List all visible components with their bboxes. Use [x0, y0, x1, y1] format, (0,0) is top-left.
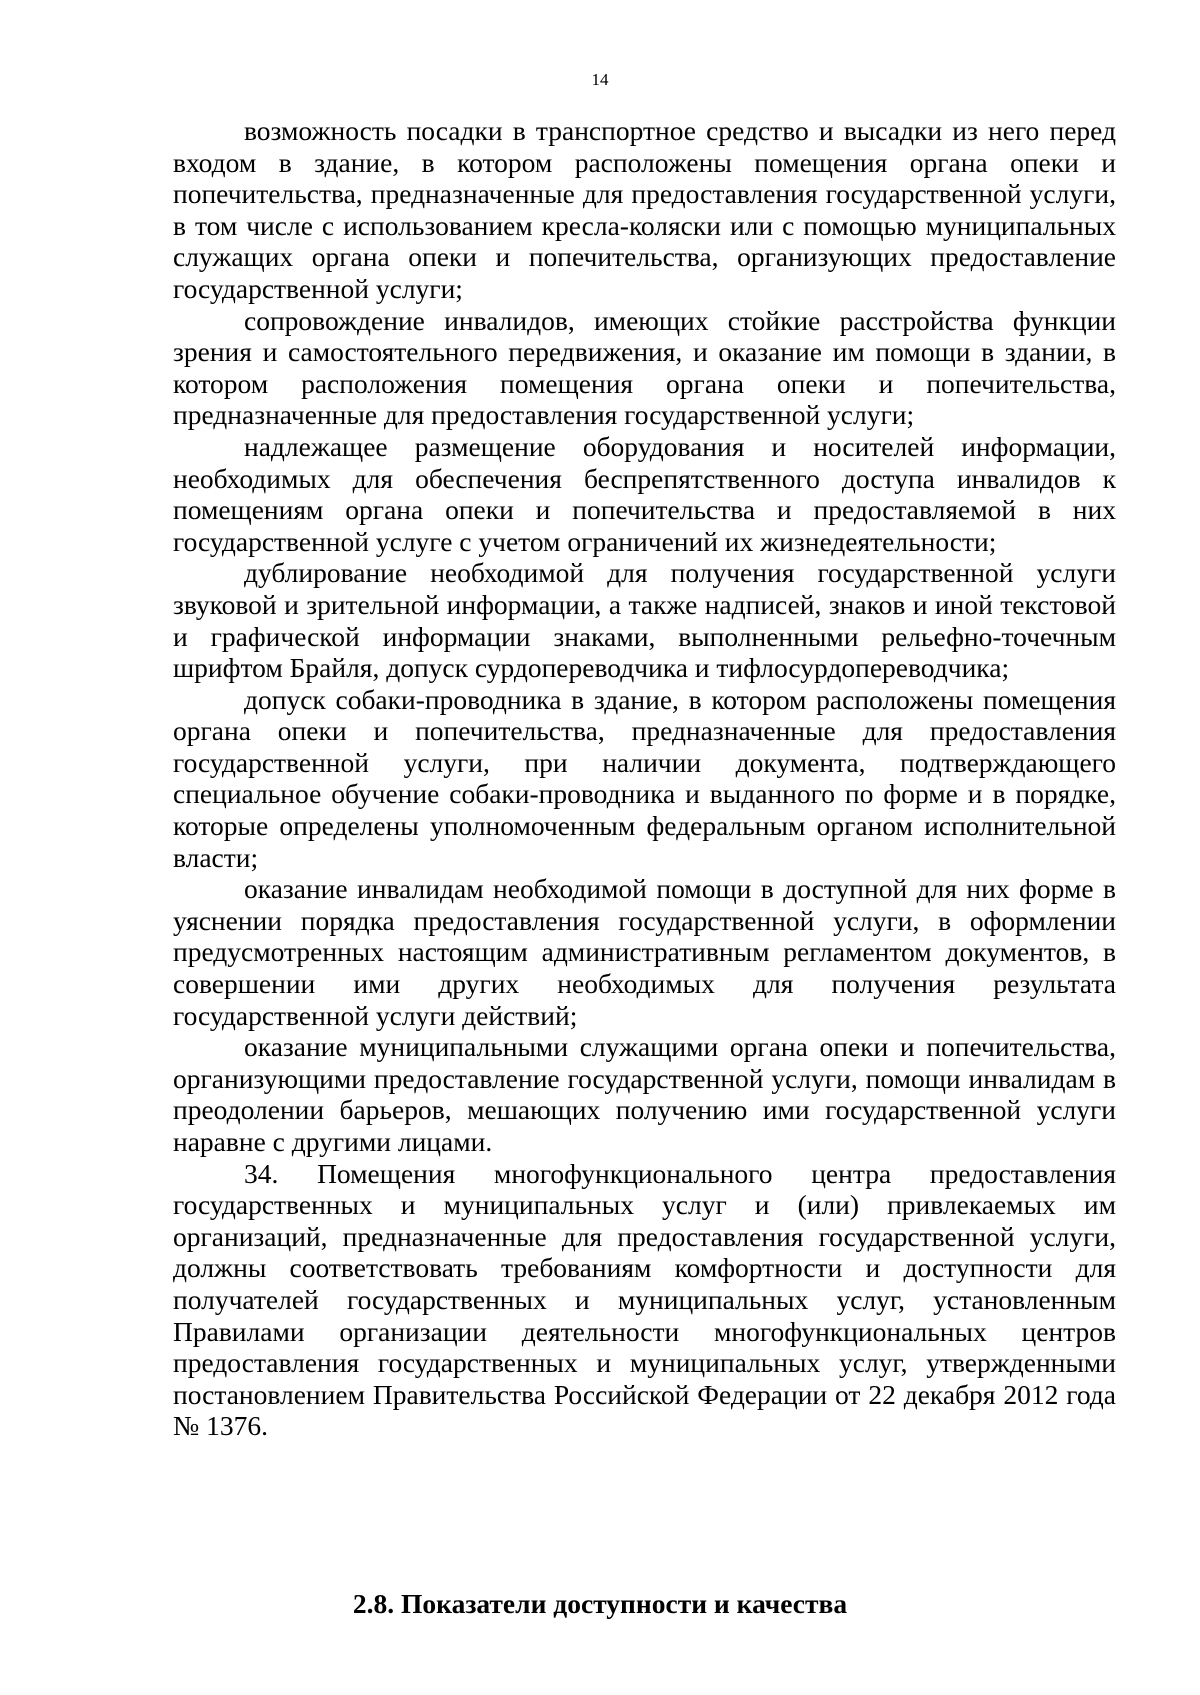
- paragraph-escort-disabled: сопровождение инвалидов, имеющих стойкие расстройства функции зрения и самостоятельного передвижения, и оказание им помощи в здании, в котором расположения помещения органа опеки и попечительства, предназначенные для предоставления государственной услуги;: [173, 304, 1116, 431]
- section-heading: 2.8. Показатели доступности и качества: [352, 1588, 848, 1619]
- page-number: 14: [591, 70, 609, 89]
- paragraph-information-duplication: дублирование необходимой для получения государственной услуги звуковой и зрительной информации, а также надписей, знаков и иной текстовой и графической информации знаками, выполненными рельефно-точечным шрифтом Брайля, допуск сурдопереводчика и тифлосурдопереводчика;: [173, 557, 1116, 684]
- paragraph-guide-dog-admission: допуск собаки-проводника в здание, в котором расположены помещения органа опеки и попечительства, предназначенные для предоставления государственной услуги, при наличии документа, подтверждающего специальное обучение собаки-проводника и выданного по форме и в порядке, которые определены уполномоченным федеральным органом исполнительной власти;: [173, 683, 1116, 873]
- paragraph-boarding-assistance: возможность посадки в транспортное средство и высадки из него перед входом в здание, в котором расположены помещения органа опеки и попечительства, предназначенные для предоставления государственной услуги, в том числе с использованием кресла-коляски или с помощью муниципальных служащих органа опеки и попечительства, организующих предоставление государственной услуги;: [173, 115, 1116, 304]
- paragraph-explanation-assistance: оказание инвалидам необходимой помощи в доступной для них форме в уяснении порядка предоставления государственной услуги, в оформлении предусмотренных настоящим административным регламентом документов, в совершении ими других необходимых для получения результата государственной услуги действий;: [173, 873, 1116, 1031]
- body-text: [173, 115, 1116, 1442]
- paragraph-barrier-assistance: оказание муниципальными служащими органа опеки и попечительства, организующими предоставление государственной услуги, помощи инвалидам в преодолении барьеров, мешающих получению ими государственной услуги наравне с другими лицами.: [173, 1031, 1116, 1157]
- paragraph-equipment-placement: надлежащее размещение оборудования и носителей информации, необходимых для обеспечения беспрепятственного доступа инвалидов к помещениям органа опеки и попечительства и предоставляемой в них государственной услуге с учетом ограничений их жизнедеятельности;: [173, 430, 1116, 557]
- paragraph-item-34-mfc-premises: 34. Помещения многофункционального центра предоставления государственных и муниципальных услуг и (или) привлекаемых им организаций, предназначенные для предоставления государственной услуги, должны соответствовать требованиям комфортности и доступности для получателей государственных и муниципальных услуг, установленным Правилами организации деятельности многофункциональных центров предоставления государственных и муниципальных услуг, утвержденными постановлением Правительства Российской Федерации от 22 декабря 2012 года № 1376.: [173, 1157, 1116, 1442]
